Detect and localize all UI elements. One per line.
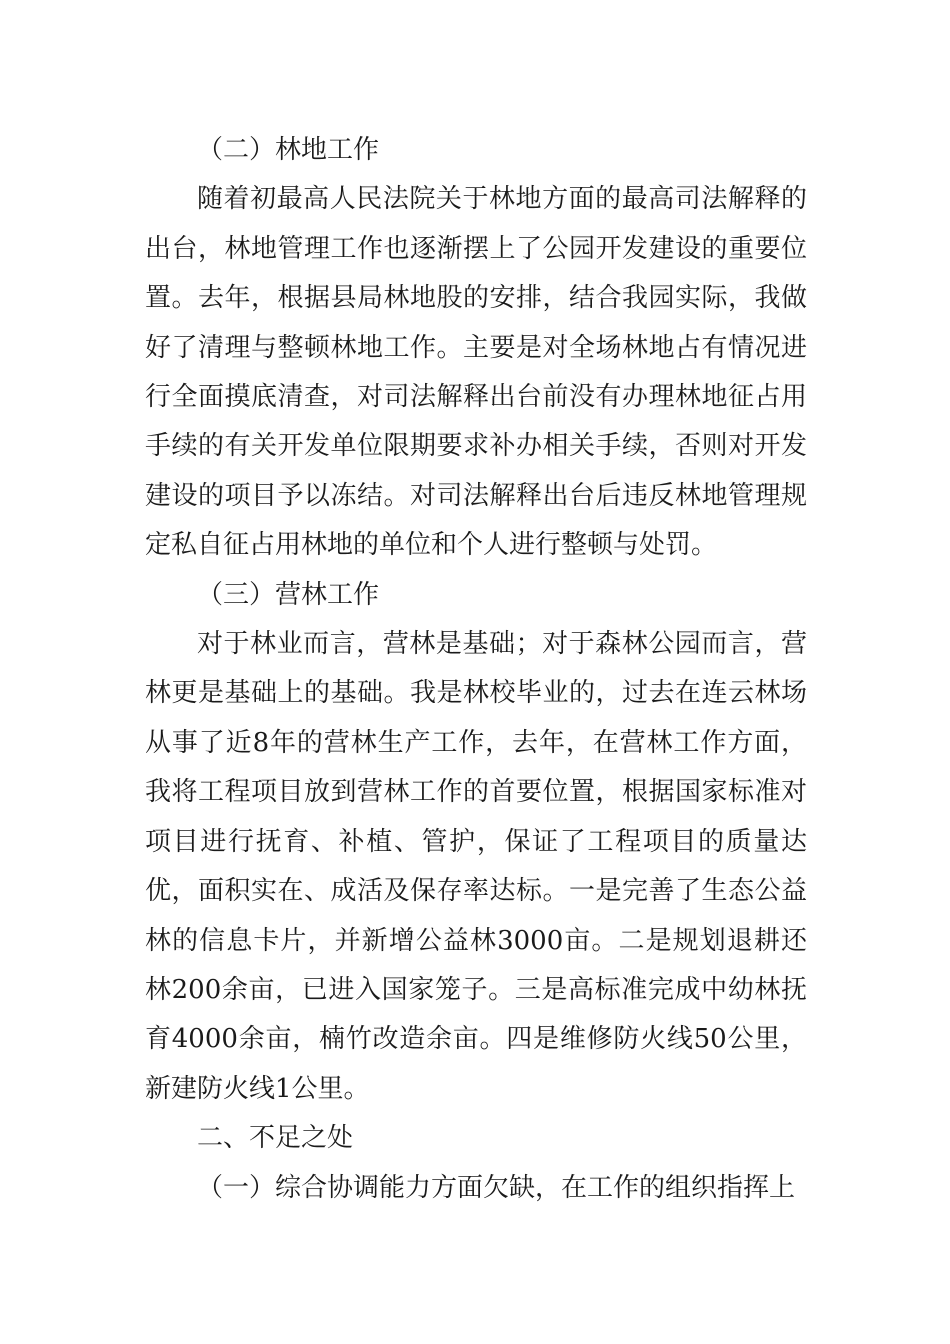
section-heading-forest-land: （二）林地工作 <box>197 135 380 165</box>
paragraph-afforestation: 对于林业而言，营林是基础；对于森林公园而言，营林更是基础上的基础。我是林校毕业的，过去在连云林场从事了近8年的营林生产工作，去年，在营林工作方面，我将工程项目放到营林工作的首要位置，根据国家标准对项目进行抚育、补植、管护，保证了工程项目的质量达优，面积实在、成活及保存率达标。一是完善了生态公益林的信息卡片，并新增公益林3000亩。二是规划退耕还林200余亩，已进入国家笼子。三是高标准完成中幼林抚育4000余亩，楠竹改造余亩。四是维修防火线50公里，新建防火线1公里。 <box>145 629 807 1104</box>
document-body <box>145 126 807 1213</box>
section-heading-afforestation: （三）营林工作 <box>197 579 380 610</box>
section-heading-shortcomings: 二、不足之处 <box>197 1123 354 1154</box>
paragraph-forest-land: 随着初最高人民法院关于林地方面的最高司法解释的出台，林地管理工作也逐渐摆上了公园开发建设的重要位置。去年，根据县局林地股的安排，结合我园实际，我做好了清理与整顿林地工作。主要是对全场林地占有情况进行全面摸底清查，对司法解释出台前没有办理林地征占用手续的有关开发单位限期要求补办相关手续，否则对开发建设的项目予以冻结。对司法解释出台后违反林地管理规定私自征占用林地的单位和个人进行整顿与处罚。 <box>145 184 807 561</box>
paragraph-shortcomings-1: （一）综合协调能力方面欠缺，在工作的组织指挥上 <box>197 1172 796 1203</box>
